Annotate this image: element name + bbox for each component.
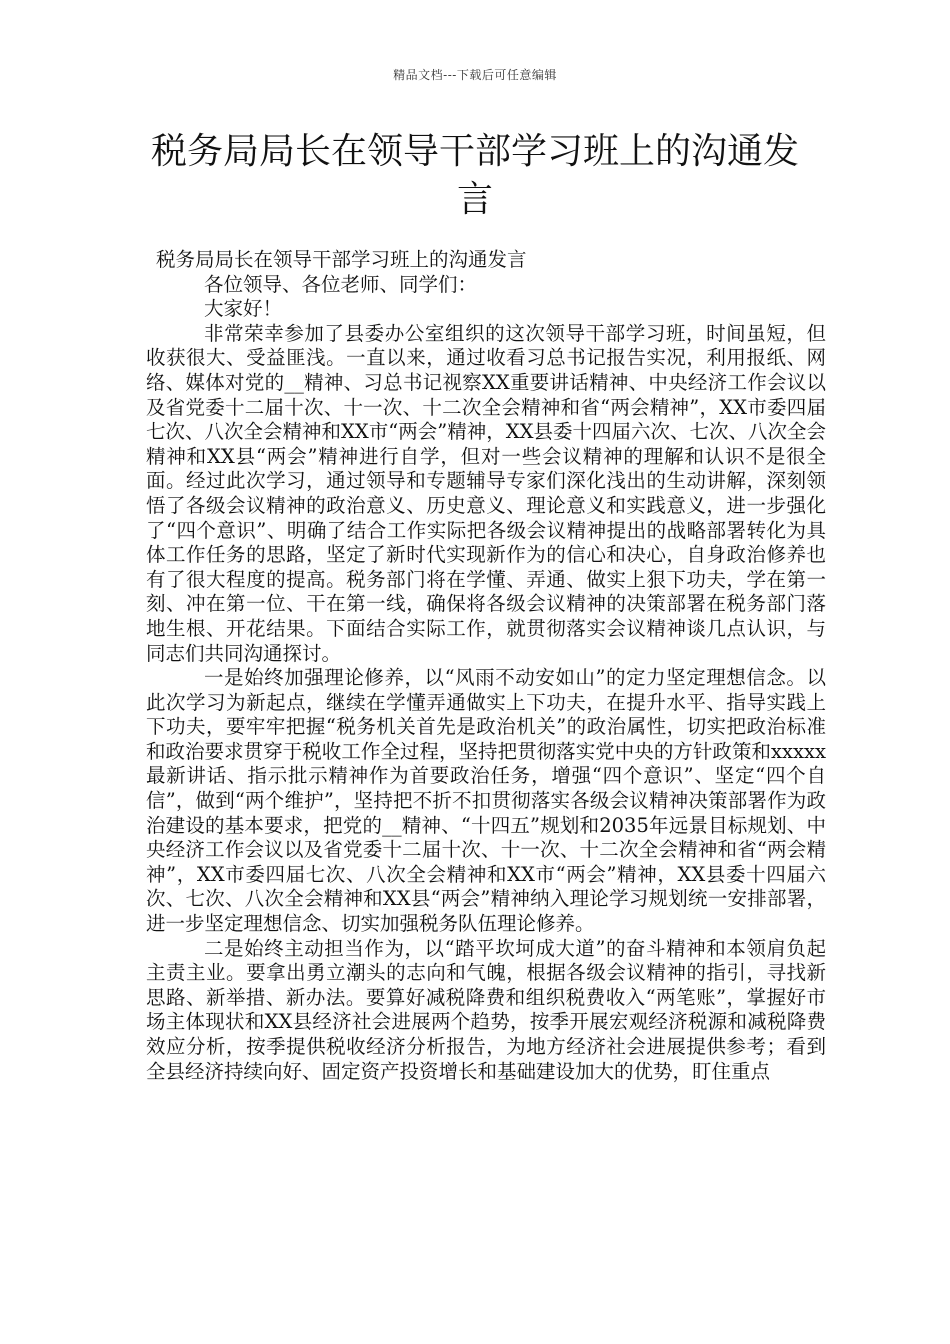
paragraph-point-one: 一是始终加强理论修养，以“风雨不动安如山”的定力坚定理想信念。以此次学习为新起点，继续在学懂弄通做实上下功夫，在提升水平、指导实践上下功夫，要牢牢把握“税务机关首先是政治机关”的政治属性，切实把政治标准和政治要求贯穿于税收工作全过程，坚持把贯彻落实党中央的方针政策和xxxxx最新讲话、指示批示精神作为首要政治任务，增强“四个意识”、坚定“四个自信”，做到“两个维护”，坚持把不折不扣贯彻落实各级会议精神决策部署作为政治建设的基本要求，把党的__精神、“十四五”规划和2035年远景目标规划、中央经济工作会议以及省党委十二届十次、十一次、十二次全会精神和省“两会精神”，XX市委四届七次、八次全会精神和XX市“两会”精神，XX县委十四届六次、七次、八次全会精神和XX县“两会”精神纳入理论学习规划统一安排部署，进一步坚定理想信念、切实加强税务队伍理论修养。 <box>146 666 826 936</box>
document-title: 税务局局长在领导干部学习班上的沟通发言 <box>150 131 799 220</box>
header-note: 精品文档---下载后可任意编辑 <box>393 68 557 82</box>
document-subtitle: 税务局局长在领导干部学习班上的沟通发言 <box>156 248 527 271</box>
document-body <box>146 248 826 1084</box>
salutation: 各位领导、各位老师、同学们： <box>204 272 478 296</box>
paragraph-intro: 非常荣幸参加了县委办公室组织的这次领导干部学习班，时间虽短，但收获很大、受益匪浅。一直以来，通过收看习总书记报告实况，利用报纸、网络、媒体对党的__精神、习总书记视察XX重要讲话精神、中央经济工作会议以及省党委十二届十次、十一次、十二次全会精神和省“两会精神”，XX市委四届七次、八次全会精神和XX市“两会”精神，XX县委十四届六次、七次、八次全会精神和XX县“两会”精神进行自学，但对一些会议精神的理解和认识不是很全面。经过此次学习，通过领导和专题辅导专家们深化浅出的生动讲解，深刻领悟了各级会议精神的政治意义、历史意义、理论意义和实践意义，进一步强化了“四个意识”、明确了结合工作实际把各级会议精神提出的战略部署转化为具体工作任务的思路，坚定了新时代实现新作为的信心和决心，自身政治修养也有了很大程度的提高。税务部门将在学懂、弄通、做实上狠下功夫，学在第一刻、冲在第一位、干在第一线，确保将各级会议精神的决策部署在税务部门落地生根、开花结果。下面结合实际工作，就贯彻落实会议精神谈几点认识，与同志们共同沟通探讨。 <box>146 321 826 665</box>
greeting: 大家好！ <box>204 297 283 321</box>
paragraph-point-two: 二是始终主动担当作为，以“踏平坎坷成大道”的奋斗精神和本领肩负起主责主业。要拿出勇立潮头的志向和气魄，根据各级会议精神的指引，寻找新思路、新举措、新办法。要算好减税降费和组织税费收入“两笔账”，掌握好市场主体现状和XX县经济社会进展两个趋势，按季开展宏观经济税源和减税降费效应分析，按季提供税收经济分析报告，为地方经济社会进展提供参考；看到全县经济持续向好、固定资产投资增长和基础建设加大的优势，盯住重点 <box>146 936 826 1083</box>
